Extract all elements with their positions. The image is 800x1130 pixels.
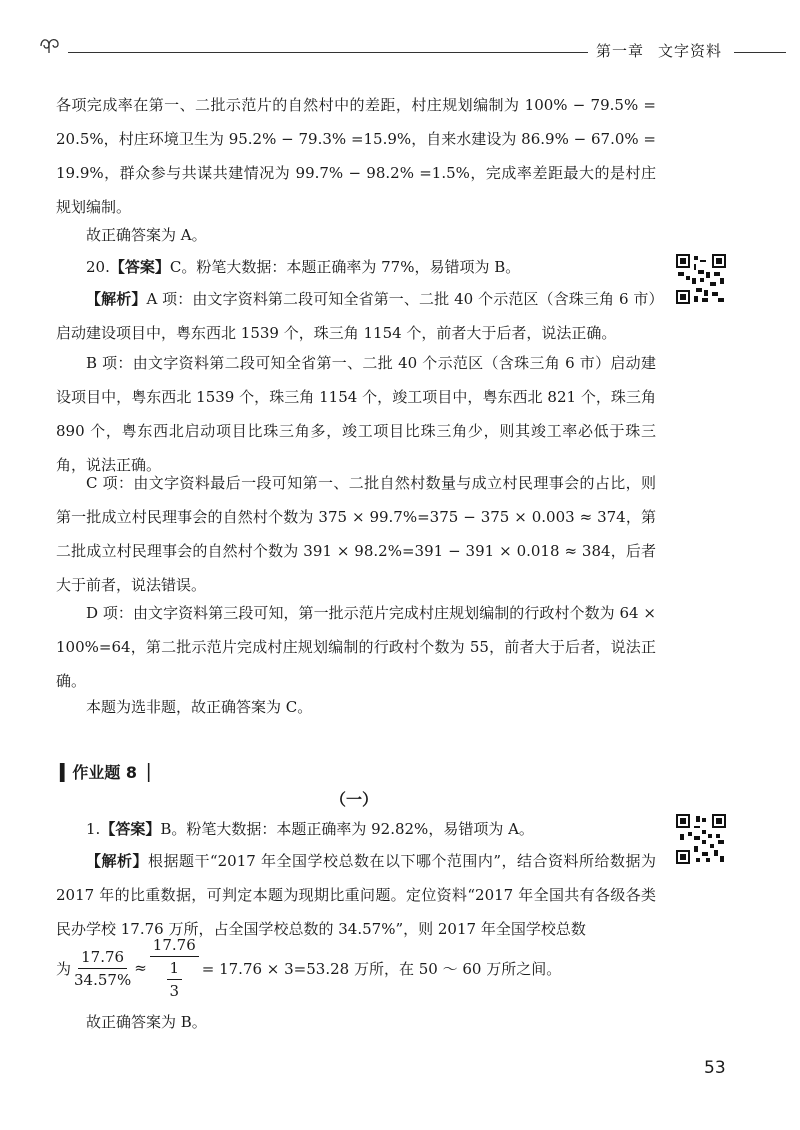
fraction-2-numerator: 17.76 (150, 936, 199, 957)
fraction-1-numerator: 17.76 (78, 948, 127, 969)
q20-analysis-label: 【解析】 (86, 290, 147, 308)
q1-answer-label: 【答案】 (100, 820, 161, 838)
q20-conclusion: 本题为选非题，故正确答案为 C。 (86, 698, 313, 716)
inner-fraction-numerator: 1 (167, 959, 183, 980)
q1-answer (56, 812, 656, 846)
q20-answer-text: C。粉笔大数据：本题正确率为 77%，易错项为 B。 (169, 258, 521, 276)
q1-answer-text: B。粉笔大数据：本题正确率为 92.82%，易错项为 A。 (160, 820, 534, 838)
qr-code-icon (676, 254, 726, 304)
section-title: ▍作业题 8▕ (60, 763, 150, 782)
qr-code-icon (676, 814, 726, 864)
fraction-1-denominator: 34.57% (74, 970, 132, 989)
q20-option-d: D 项：由文字资料第三段可知，第一批示范片完成村庄规划编制的行政村个数为 64 × 100%=64，第二批示范片完成村庄规划编制的行政村个数为 55，前者大于后者，说法正确。 (56, 604, 656, 690)
q20-answer-label: 【答案】 (109, 258, 170, 276)
q20-option-a: A 项：由文字资料第二段可知全省第一、二批 40 个示范区（含珠三角 6 市）启动建设项目中，粤东西北 1539 个，珠三角 1154 个，前者大于后者，说法正确。 (56, 290, 656, 342)
formula-result: = 17.76 × 3=53.28 万所，在 50 ～ 60 万所之间。 (201, 959, 562, 978)
q20-answer (56, 250, 656, 284)
section-label: 文字资料 (658, 42, 723, 60)
q1-analysis (56, 844, 656, 946)
header-rule-left (68, 52, 588, 53)
fraction-2-denominator (167, 957, 183, 1000)
section-title-text: 作业题 8 (72, 763, 138, 782)
leaf-ornament-icon (38, 34, 68, 54)
fraction-1 (74, 948, 131, 989)
section-subtitle: （一） (330, 790, 379, 809)
inner-fraction (167, 959, 183, 1000)
q20-option-c: C 项：由文字资料最后一段可知第一、二批自然村数量与成立村民理事会的占比，则第一批成立村民理事会的自然村个数为 375 × 99.7%=375 − 375 × 0.003 ≈ 374，第二批成立村民理事会的自然村个数为 391 × 98.2%=391 − 391 × 0.018 ≈ 384，后者大于前者，说法错误。 (56, 474, 656, 594)
header-rule-right (734, 52, 786, 53)
inner-fraction-denominator: 3 (169, 982, 180, 1000)
q1-analysis-label: 【解析】 (86, 852, 148, 870)
paragraph-completion-gap: 各项完成率在第一、二批示范片的自然村中的差距，村庄规划编制为 100% − 79.5% = 20.5%，村庄环境卫生为 95.2% − 79.3% =15.9%，自来水建设为 86.9% − 67.0% = 19.9%，群众参与共谋共建情况为 99.7% − 98.2% =1.5%，完成率差距最大的是村庄规划编制。 (56, 96, 656, 216)
q1-number: 1. (86, 820, 101, 838)
q20-number: 20. (86, 258, 110, 276)
q1-formula (56, 938, 561, 998)
q20-option-b: B 项：由文字资料第二段可知全省第一、二批 40 个示范区（含珠三角 6 市）启动建设项目中，粤东西北 1539 个，珠三角 1154 个，竣工项目中，粤东西北 821 个，珠三角 890 个，粤东西北启动项目比珠三角多，竣工项目比珠三角少，则其竣工率必低于珠三角，说法正确。 (56, 354, 656, 474)
q1-conclusion: 故正确答案为 B。 (86, 1013, 207, 1031)
chapter-label: 第一章 (596, 42, 645, 60)
approx-sign: ≈ (134, 959, 147, 977)
paragraph-answer-a: 故正确答案为 A。 (86, 226, 207, 244)
formula-prefix: 为 (56, 959, 72, 978)
fraction-2 (150, 936, 199, 1000)
running-header (596, 40, 736, 61)
q20-analysis-a (56, 282, 656, 350)
q1-analysis-text: 根据题干“2017 年全国学校总数在以下哪个范围内”，结合资料所给数据为 2017 年的比重数据，可判定本题为现期比重问题。定位资料“2017 年全国共有各级各类民办学校 17.76 万所，占全国学校总数的 34.57%”，则 2017 年全国学校总数 (56, 852, 656, 938)
page-number: 53 (704, 1058, 726, 1078)
